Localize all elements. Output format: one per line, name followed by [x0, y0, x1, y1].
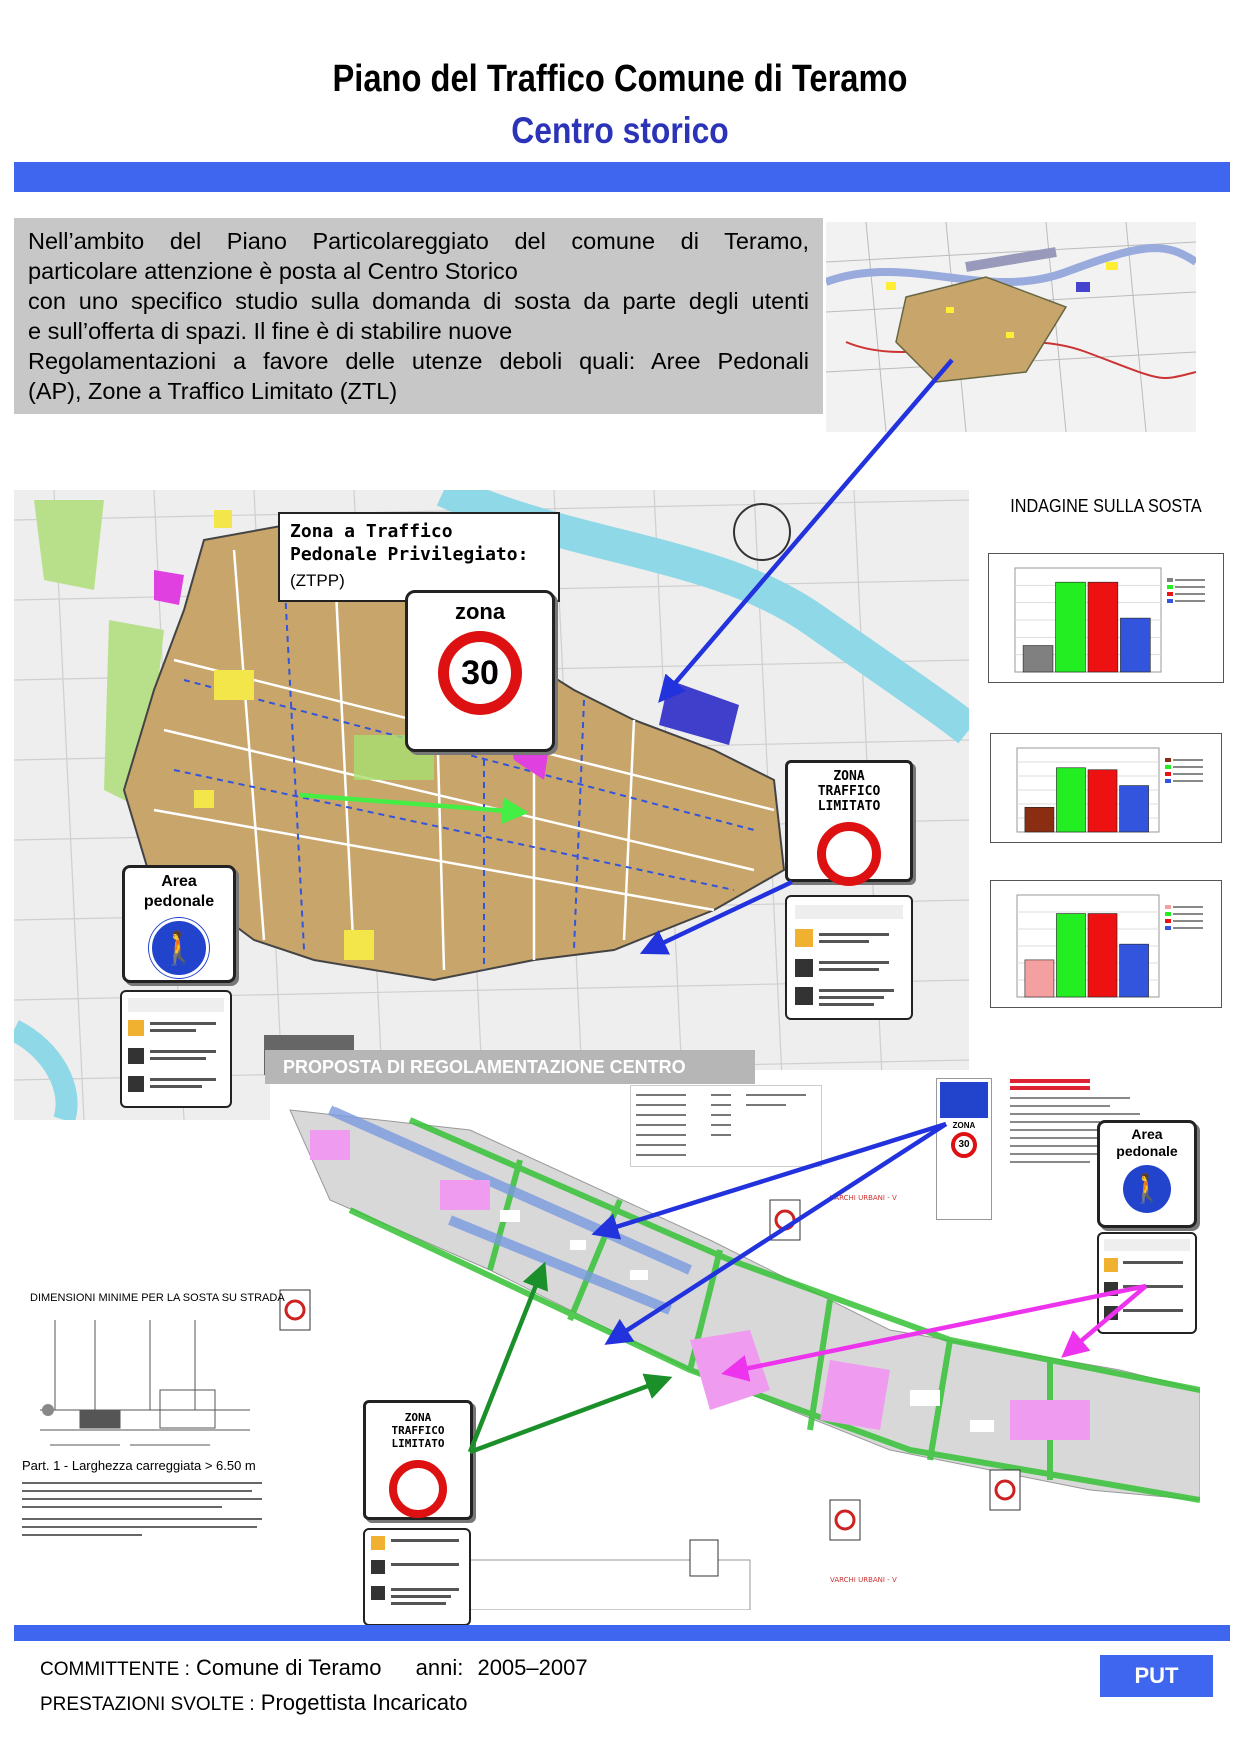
bar-4	[1120, 944, 1149, 997]
chart-1-box	[988, 553, 1224, 683]
area-pedonale-rules-panel-2	[1097, 1232, 1197, 1334]
zona-small-sign	[936, 1078, 992, 1220]
intro-line-1: Nell’ambito del Piano Particolareggiato del comune di Teramo,	[28, 228, 809, 254]
legend-swatch	[1165, 779, 1171, 783]
legend-text-line	[1175, 593, 1205, 595]
pedestrian-icon: 🚶	[149, 918, 209, 978]
legend-text-line	[1173, 906, 1203, 908]
legend-swatch	[1165, 772, 1171, 776]
ztl-sign-2-line-2: TRAFFICO LIMITATO	[391, 1424, 445, 1450]
area-pedonale-2-line-2: pedonale	[1116, 1143, 1178, 1159]
anni-label: anni:	[415, 1655, 464, 1680]
zona-30-sign	[405, 590, 555, 752]
no-traffic-circle-icon	[817, 822, 881, 886]
proposta-banner: PROPOSTA DI REGOLAMENTAZIONE CENTRO STORICO	[265, 1050, 755, 1084]
area-pedonale-line-2: pedonale	[143, 893, 215, 910]
prestazioni-line	[40, 1690, 467, 1716]
speed-limit-icon: 30	[438, 631, 522, 715]
ztl-sign-line-1: ZONA	[833, 769, 865, 784]
legend-text-line	[1173, 773, 1203, 775]
svg-text:VARCHI URBANI - V: VARCHI URBANI - V	[830, 1194, 897, 1202]
dimensioni-caption: Part. 1 - Larghezza carreggiata > 6.50 m	[22, 1458, 256, 1473]
legend-text-line	[1175, 586, 1205, 588]
locator-map	[826, 222, 1196, 432]
intro-line-5: Regolamentazioni a favore delle utenze deboli quali: Aree Pedonali	[28, 348, 809, 374]
bar-2	[1056, 582, 1086, 672]
bar-1	[1025, 807, 1054, 832]
bar-2	[1056, 914, 1085, 997]
intro-text-box	[14, 218, 823, 414]
legend-swatch	[1165, 758, 1171, 762]
dimensioni-notes	[22, 1478, 267, 1548]
ztl-rules-panel	[785, 895, 913, 1020]
area-pedonale-rules-panel	[120, 990, 232, 1108]
sosta-chart-1	[989, 554, 1223, 682]
locator-map-graphic	[826, 222, 1196, 432]
legend-text-line	[1173, 759, 1203, 761]
dimensioni-notes-graphic	[22, 1478, 267, 1548]
legend-text-line	[1173, 913, 1203, 915]
legend-swatch	[1165, 919, 1171, 923]
zona-30-word: zona	[454, 599, 506, 624]
legend-text-line	[1173, 780, 1203, 782]
bar-1	[1025, 960, 1054, 997]
ztpp-label-line-1: Zona a Traffico	[290, 521, 453, 542]
pedestrian-icon-2: 🚶	[1123, 1165, 1171, 1213]
prestazioni-label: PRESTAZIONI SVOLTE :	[40, 1694, 255, 1715]
page-subtitle: Centro storico	[511, 110, 729, 151]
legend-text-line	[1175, 600, 1205, 602]
ztl-sign-2	[363, 1400, 473, 1520]
dimensioni-diagram	[30, 1310, 270, 1460]
bar-1	[1023, 646, 1053, 672]
ztl-sign-line-2: TRAFFICO LIMITATO	[817, 784, 881, 814]
ap-rules-graphic	[122, 992, 230, 1106]
bar-4	[1120, 786, 1149, 832]
bar-3	[1088, 914, 1117, 997]
area-pedonale-sign	[122, 865, 236, 983]
ap-rules-graphic-2	[1099, 1234, 1195, 1332]
legend-swatch	[1167, 585, 1173, 589]
intro-line-3: con uno specifico studio sulla domanda di sosta da parte degli utenti	[28, 288, 809, 314]
legend-swatch	[1165, 905, 1171, 909]
anni-value: 2005–2007	[477, 1655, 588, 1680]
indagine-title: INDAGINE SULLA SOSTA	[1010, 496, 1202, 516]
no-traffic-circle-icon-2	[389, 1460, 447, 1518]
legend-swatch	[1165, 926, 1171, 930]
chart-3-box	[990, 880, 1222, 1008]
page-title: Piano del Traffico Comune di Teramo	[332, 58, 908, 100]
sosta-chart-2	[991, 734, 1221, 842]
legend-swatch	[1165, 912, 1171, 916]
legend-text-line	[1175, 579, 1205, 581]
parking-sign-icon	[940, 1082, 988, 1118]
legend-swatch	[1167, 599, 1173, 603]
dimensioni-graphic	[30, 1310, 270, 1460]
ztpp-label-line-2: Pedonale Privilegiato:	[290, 544, 529, 565]
bar-2	[1056, 768, 1085, 832]
prestazioni-value: Progettista Incaricato	[260, 1690, 468, 1715]
committente-label: COMMITTENTE :	[40, 1659, 190, 1680]
intro-line-2: particolare attenzione è posta al Centro Storico	[28, 258, 518, 284]
ztl-rules-graphic-2	[365, 1530, 469, 1624]
intro-line-6: (AP), Zone a Traffico Limitato (ZTL)	[28, 378, 398, 404]
bar-3	[1088, 582, 1118, 672]
dimensioni-title: DIMENSIONI MINIME PER LA SOSTA SU STRADA	[30, 1292, 285, 1304]
legend-swatch	[1167, 592, 1173, 596]
legend-text-line	[1173, 927, 1203, 929]
ztl-rules-panel-2	[363, 1528, 471, 1626]
bar-4	[1120, 618, 1150, 672]
speed-limit-small-icon: 30	[951, 1132, 977, 1158]
svg-text:VARCHI URBANI - V: VARCHI URBANI - V	[830, 1576, 897, 1584]
area-pedonale-2-line-1: Area	[1131, 1126, 1163, 1142]
sosta-chart-3	[991, 881, 1221, 1007]
ztl-rules-graphic	[787, 897, 911, 1018]
legend-swatch	[1167, 578, 1173, 582]
parcheggi-table	[630, 1085, 822, 1167]
bottom-divider-bar	[14, 1625, 1230, 1641]
top-divider-bar	[14, 162, 1230, 192]
intro-line-4: e sull’offerta di spazi. Il fine è di stabilire nuove	[28, 318, 513, 344]
area-pedonale-line-1: Area	[161, 873, 197, 890]
area-pedonale-sign-2	[1097, 1120, 1197, 1228]
committente-line	[40, 1655, 588, 1681]
ztl-sign	[785, 760, 913, 882]
zona-small-word: ZONA	[952, 1121, 976, 1130]
put-badge: PUT	[1100, 1655, 1213, 1697]
ztl-sign-2-line-1: ZONA	[404, 1411, 432, 1424]
legend-text-line	[1173, 766, 1203, 768]
ztpp-label-box	[278, 512, 560, 602]
parcheggi-table-graphic	[631, 1086, 821, 1166]
chart-2-box	[990, 733, 1222, 843]
legend-text-line	[1173, 920, 1203, 922]
ztpp-label-abbr: (ZTPP)	[290, 571, 345, 590]
bar-3	[1088, 770, 1117, 832]
committente-value: Comune di Teramo	[196, 1655, 382, 1680]
legend-swatch	[1165, 765, 1171, 769]
